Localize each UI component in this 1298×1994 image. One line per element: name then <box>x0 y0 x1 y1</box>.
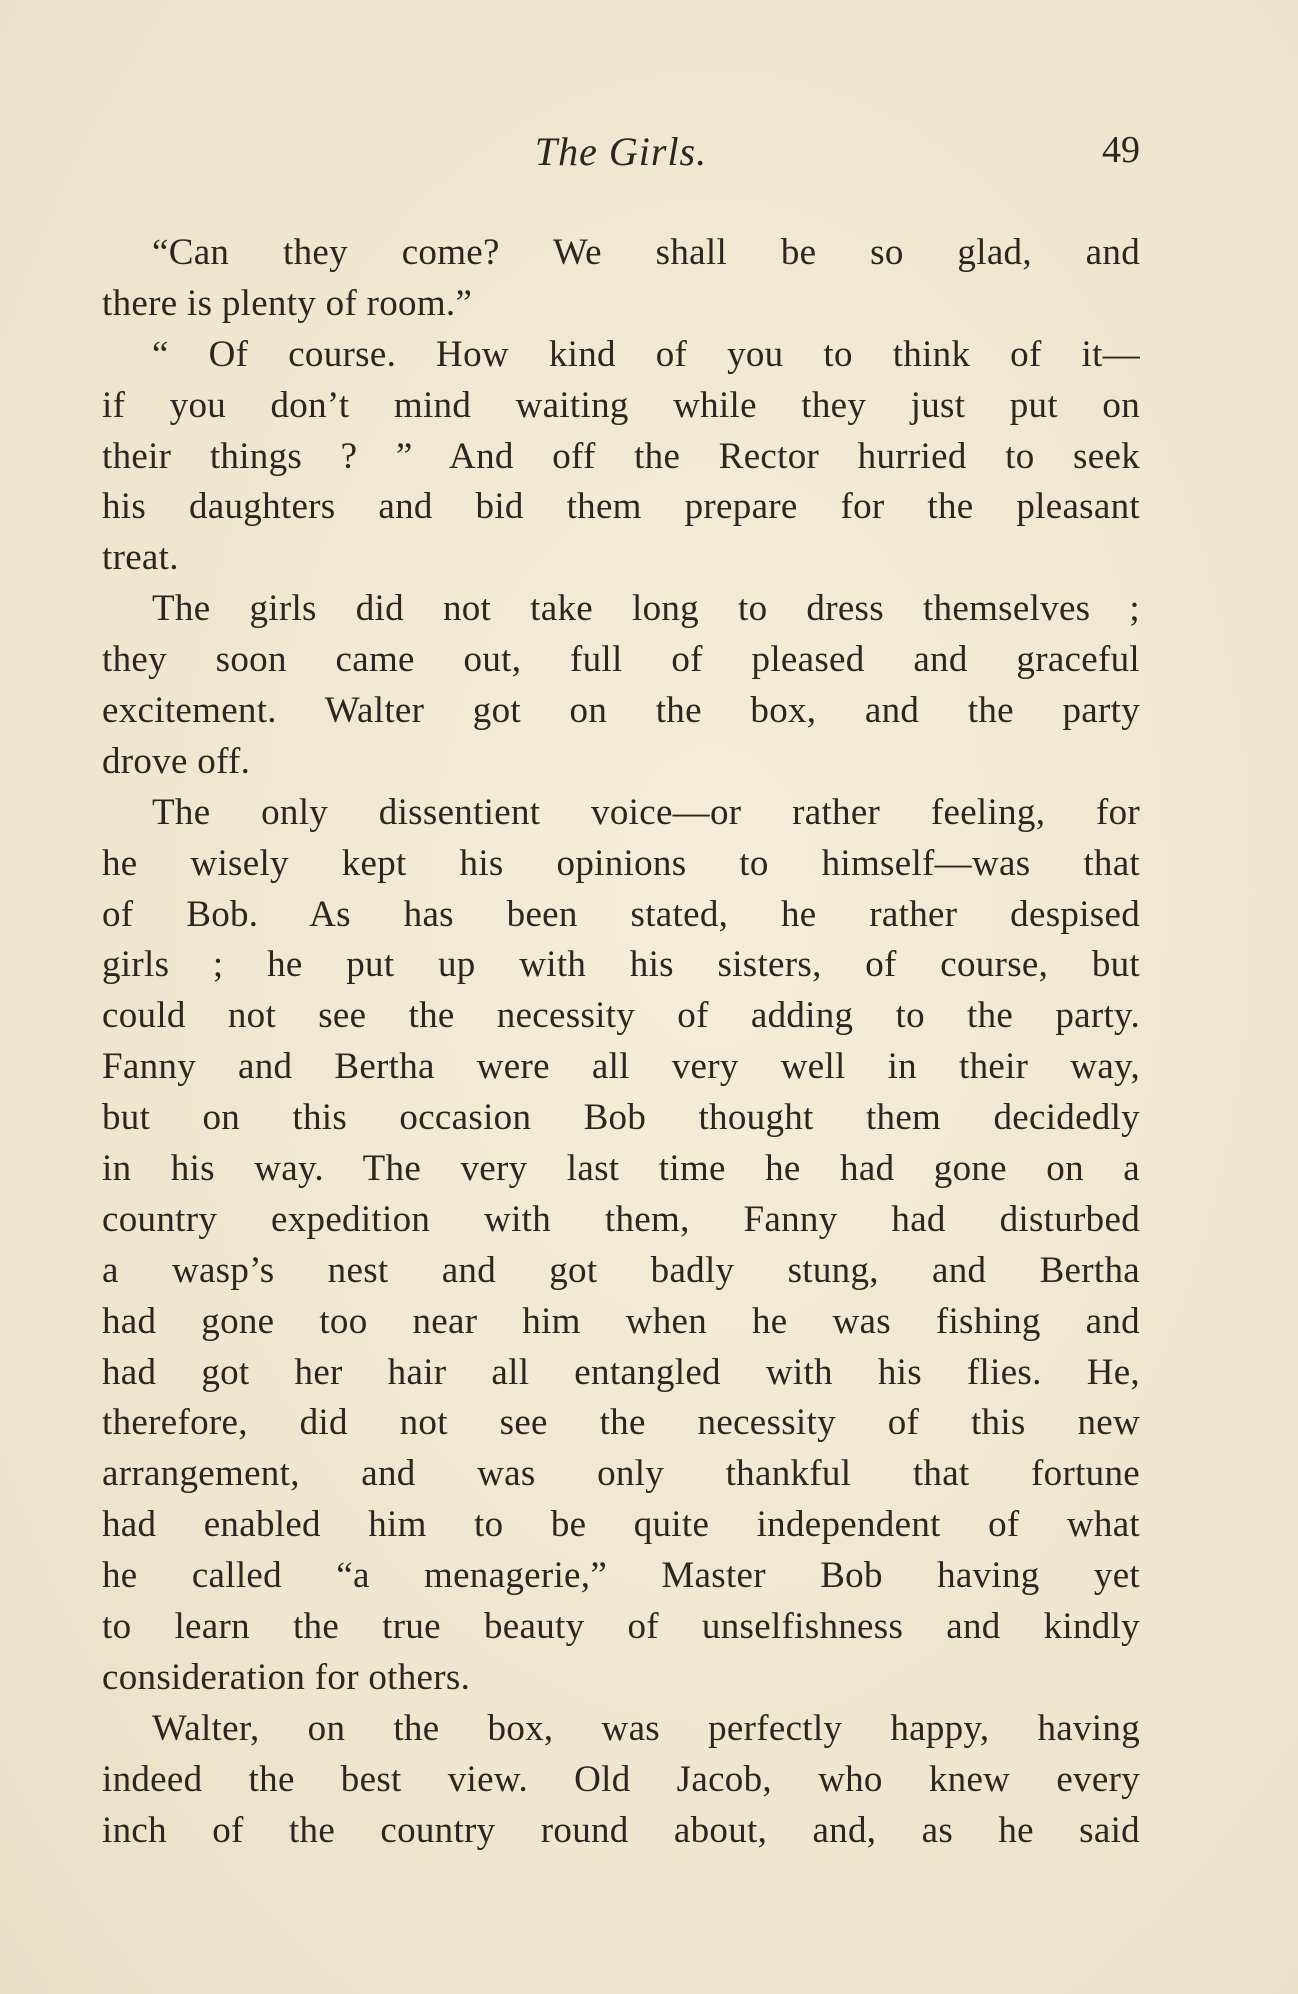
body-text <box>102 228 1140 1857</box>
text-line: if you don’t mind waiting while they just put on <box>102 384 1140 426</box>
text-line: in his way. The very last time he had gone on a <box>102 1148 1140 1190</box>
text-line: he wisely kept his opinions to himself—was that <box>102 842 1140 884</box>
text-line: had got her hair all entangled with his flies. He, <box>102 1351 1140 1393</box>
text-line: they soon came out, full of pleased and graceful <box>102 639 1140 681</box>
text-line: Walter, on the box, was perfectly happy, having <box>152 1707 1140 1749</box>
text-line: had enabled him to be quite independent of what <box>102 1504 1140 1546</box>
page-number: 49 <box>1102 129 1140 171</box>
text-line: “Can they come? We shall be so glad, and <box>152 232 1140 273</box>
text-line: indeed the best view. Old Jacob, who knew every <box>102 1758 1140 1800</box>
text-line: a wasp’s nest and got badly stung, and Bertha <box>102 1249 1140 1291</box>
text-line: his daughters and bid them prepare for the pleasant <box>102 486 1140 528</box>
text-line: girls ; he put up with his sisters, of course, but <box>102 944 1140 986</box>
text-line: to learn the true beauty of unselfishness and kindly <box>102 1606 1140 1648</box>
text-line: could not see the necessity of adding to the party. <box>102 995 1140 1037</box>
running-title: The Girls. <box>534 129 708 174</box>
text-line: drove off. <box>102 740 251 782</box>
text-line: he called “a menagerie,” Master Bob having yet <box>102 1555 1140 1597</box>
text-line: The only dissentient voice—or rather feeling, for <box>152 791 1140 833</box>
text-line: consideration for others. <box>102 1656 471 1698</box>
running-head <box>102 128 1140 188</box>
text-line: country expedition with them, Fanny had disturbed <box>102 1198 1140 1240</box>
text-line: had gone too near him when he was fishing and <box>102 1300 1140 1342</box>
text-line: inch of the country round about, and, as he said <box>102 1809 1140 1851</box>
text-line: “ Of course. How kind of you to think of it— <box>152 333 1140 375</box>
text-line: their things ? ” And off the Rector hurried to seek <box>102 435 1140 477</box>
text-line: but on this occasion Bob thought them decidedly <box>102 1097 1140 1139</box>
text-line: of Bob. As has been stated, he rather despised <box>102 893 1140 935</box>
text-line: treat. <box>102 537 179 579</box>
text-line: arrangement, and was only thankful that fortune <box>102 1453 1140 1495</box>
text-line: The girls did not take long to dress themselves ; <box>152 588 1140 630</box>
text-line: Fanny and Bertha were all very well in their way, <box>102 1046 1140 1088</box>
text-line: excitement. Walter got on the box, and the party <box>102 690 1140 732</box>
text-line: therefore, did not see the necessity of this new <box>102 1402 1140 1444</box>
text-line: there is plenty of room.” <box>102 282 473 324</box>
